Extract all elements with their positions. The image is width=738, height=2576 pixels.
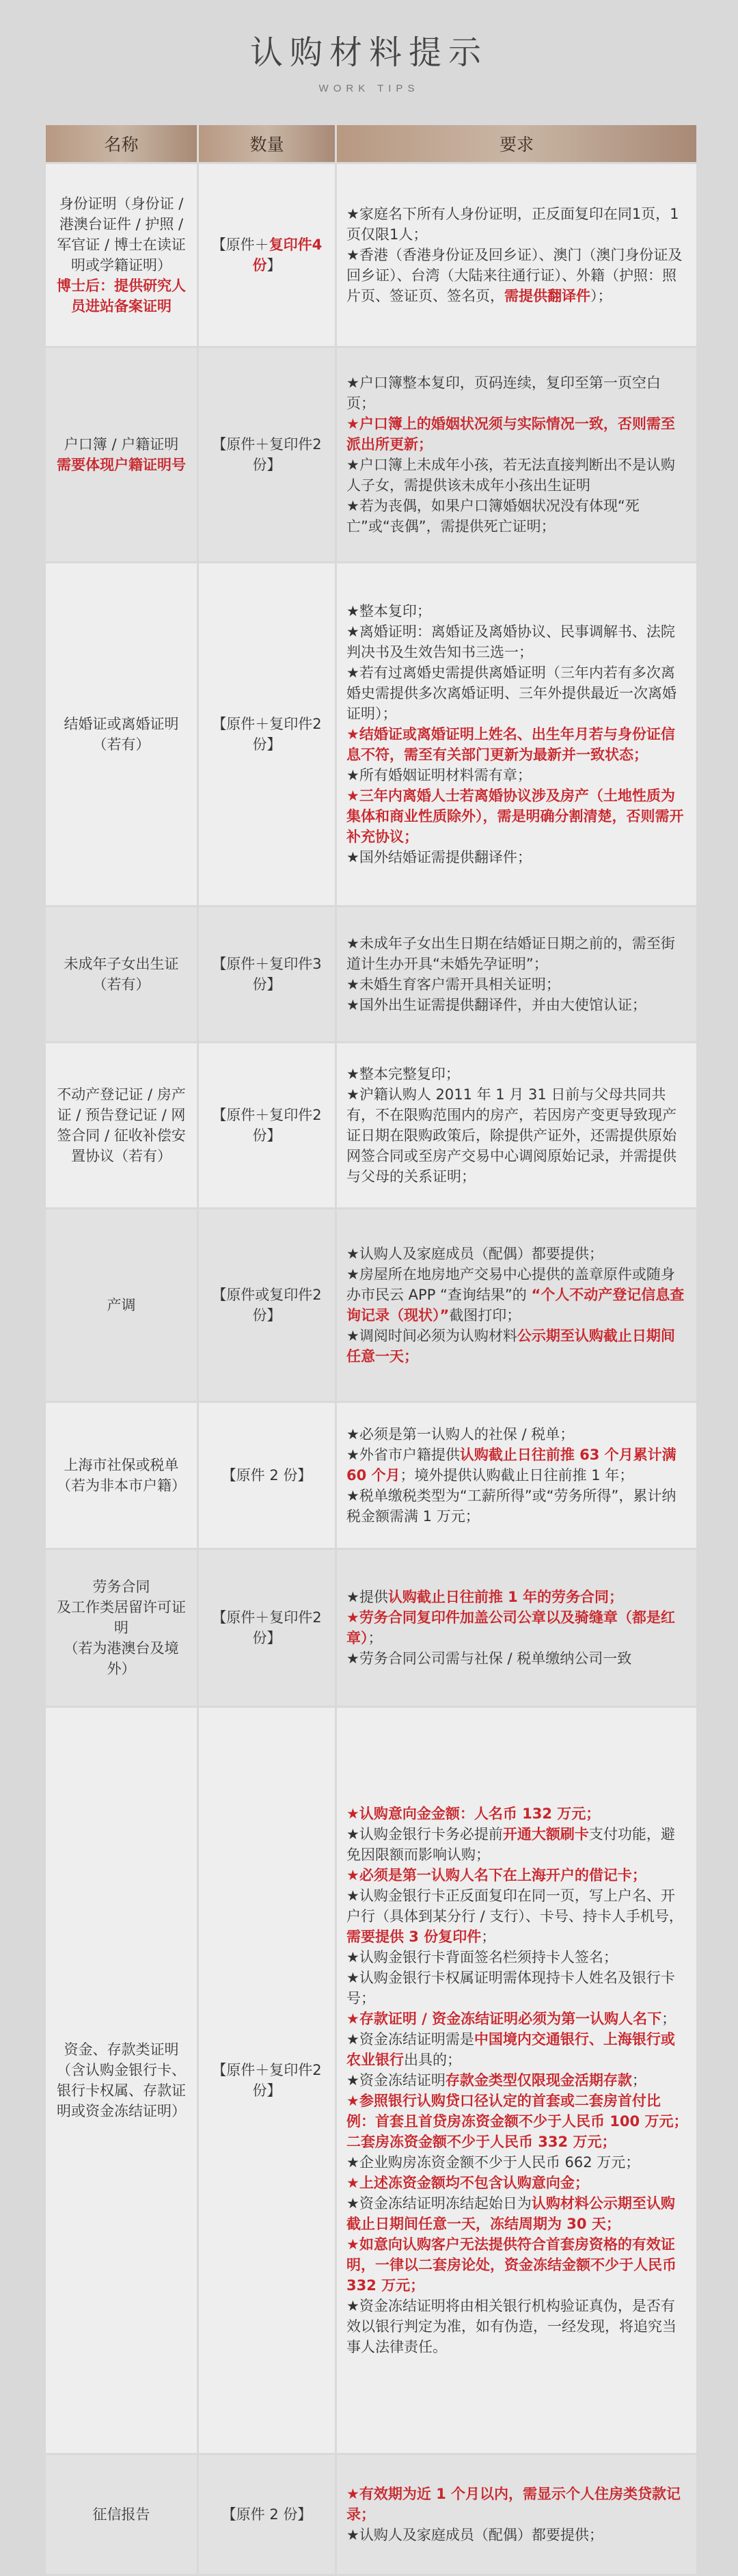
highlight-text: 复印件4份 (252, 237, 323, 273)
cell-quantity (199, 1209, 335, 1401)
requirement-item (346, 1968, 688, 2009)
requirement-item (346, 995, 688, 1015)
requirement-item (346, 2234, 688, 2296)
requirement-item (346, 373, 688, 414)
cell-name (46, 1043, 197, 1207)
highlight-text: ★户口簿上的婚姻状况须与实际情况一致，否则需至派出所更新； (346, 416, 675, 453)
page-subtitle: WORK TIPS (318, 83, 420, 94)
requirement-item (346, 1424, 688, 1445)
text-segment: ★未婚生育客户需开具相关证明； (346, 976, 560, 993)
highlight-text: ★结婚证或离婚证明上姓名、出生年月若与身份证信息不符，需至有关部门更新为最新并一致状态； (346, 726, 675, 763)
page-title: 认购材料提示 (249, 33, 488, 72)
highlight-text: 认购材料公示期至认购截止日期间任意一天，冻结周期为 30 天； (346, 2195, 675, 2232)
text-segment: ★提供 (346, 1589, 388, 1605)
highlight-text: 认购截止日往前推 1 年的劳务合同； (387, 1589, 624, 1605)
requirement-item (346, 455, 688, 496)
cell-quantity (199, 1550, 335, 1706)
text-segment: ★必须是第一认购人的社保 / 税单； (346, 1426, 575, 1443)
cell-requirements (337, 1708, 696, 2453)
table-row (46, 1550, 696, 1706)
cell-quantity (199, 164, 335, 346)
text-segment: ★企业购房冻资金额不少于人民币 662 万元； (346, 2154, 640, 2171)
requirement-item (346, 2296, 688, 2357)
requirement-item (346, 933, 688, 974)
text-segment: ； (368, 1630, 383, 1646)
name-line (54, 1084, 189, 1166)
requirement-item (346, 601, 688, 621)
name-line (54, 1455, 189, 1496)
requirement-item (346, 1803, 688, 1824)
text-segment: 【原件＋复印件2份】 (212, 1609, 322, 1646)
text-segment: ；境外提供认购截止日往前推 1 年； (400, 1467, 634, 1484)
text-segment: 上海市社保或税单（若为非本市户籍） (57, 1457, 186, 1494)
table-row (46, 1403, 696, 1548)
text-segment: ）； (590, 288, 612, 304)
highlight-text: ★上述冻资金额均不包含认购意向金； (346, 2175, 589, 2191)
table-row (46, 563, 696, 905)
name-line (54, 455, 189, 475)
text-segment: ★认购人及家庭成员（配偶）都要提供； (346, 1246, 603, 1262)
requirement-item (346, 2152, 688, 2173)
text-segment: ★资金冻结证明冻结起始日为 (346, 2195, 532, 2212)
highlight-text: 开通大额刷卡 (502, 1826, 589, 1842)
requirement-item (346, 765, 688, 786)
table-row (46, 1708, 696, 2453)
text-segment: ★国外结婚证需提供翻译件； (346, 849, 532, 866)
requirement-item (346, 1865, 688, 1886)
text-segment: ★税单缴税类型为“工薪所得”或“劳务所得”，累计纳税金额需满 1 万元； (346, 1488, 676, 1525)
highlight-text: 需提供翻译件 (504, 288, 590, 304)
requirement-item (346, 2193, 688, 2234)
text-segment: ★认购人及家庭成员（配偶）都要提供； (346, 2527, 603, 2543)
text-segment: ★家庭名下所有人身份证明，正反面复印在同1页，1页仅限1人； (346, 206, 679, 243)
cell-quantity (199, 348, 335, 561)
cell-name (46, 348, 197, 561)
text-segment: ★国外出生证需提供翻译件，并由大使馆认证； (346, 997, 646, 1013)
text-segment: 不动产登记证 / 房产证 / 预告登记证 / 网签合同 / 征收补偿安置协议（若有） (57, 1086, 186, 1164)
table-row (46, 1043, 696, 1207)
column-header-quantity: 数量 (199, 125, 335, 162)
text-segment: ★离婚证明：离婚证及离婚协议、民事调解书、法院判决书及生效告知书三选一； (346, 623, 675, 660)
text-segment: 【原件＋复印件2份】 (212, 436, 322, 473)
text-segment: ★调阅时间必须为认购材料 (346, 1328, 517, 1344)
requirement-item (346, 1587, 688, 1607)
cell-requirements (337, 2455, 696, 2574)
requirement-item (346, 662, 688, 724)
cell-quantity (199, 1403, 335, 1548)
requirement-item (346, 204, 688, 245)
requirement-item (346, 1486, 688, 1527)
name-line (54, 1577, 189, 1597)
requirement-item (346, 2029, 688, 2070)
cell-name (46, 1550, 197, 1706)
text-segment: ★若有过离婚史需提供离婚证明（三年内若有多次离婚史需提供多次离婚证明、三年外提供最近一次离婚证明）； (346, 665, 676, 722)
materials-table (44, 123, 698, 2576)
name-line (54, 1295, 189, 1315)
table-header-row (46, 125, 696, 162)
name-line (54, 954, 189, 995)
requirement-item (346, 1084, 688, 1187)
requirement-item (346, 2525, 688, 2545)
requirement-item (346, 2070, 688, 2091)
cell-quantity (199, 907, 335, 1041)
highlight-text: 需要体现户籍证明号 (57, 457, 186, 473)
cell-name (46, 164, 197, 346)
text-segment: （若为港澳台及境外） (64, 1640, 179, 1677)
cell-quantity (199, 563, 335, 905)
text-segment: ★整本复印； (346, 603, 431, 619)
name-line (54, 1597, 189, 1638)
highlight-text: ★劳务合同复印件加盖公司公章以及骑缝章（都是红章） (346, 1609, 675, 1646)
requirement-item (346, 786, 688, 847)
table-row (46, 348, 696, 561)
cell-requirements (337, 348, 696, 561)
highlight-text: 需要提供 3 份复印件 (346, 1929, 482, 1945)
text-segment: ★若为丧偶，如果户口簿婚姻状况没有体现“死亡”或“丧偶”，需提供死亡证明； (346, 498, 640, 535)
text-segment: 【原件 2 份】 (221, 1467, 312, 1484)
column-header-requirements: 要求 (337, 125, 696, 162)
text-segment: 及工作类居留许可证明 (57, 1599, 186, 1636)
text-segment: ★香港（香港身份证及回乡证）、澳门（澳门身份证及回乡证）、台湾（大陆来往通行证）、外籍（护照：照片页、签证页、签名页， (346, 247, 683, 304)
text-segment: 未成年子女出生证（若有） (64, 956, 179, 993)
text-segment: 出具的； (404, 2052, 461, 2068)
name-line (54, 2504, 189, 2525)
text-segment: ★整本完整复印； (346, 1066, 460, 1082)
name-line (54, 276, 189, 317)
text-segment: 】 (266, 257, 282, 273)
highlight-text: ★必须是第一认购人名下在上海开户的借记卡； (346, 1867, 646, 1883)
name-line (54, 714, 189, 755)
requirement-item (346, 1064, 688, 1084)
text-segment: ★资金冻结证明将由相关银行机构验证真伪，是否有效以银行判定为准，如有伪造，一经发现，将追究当事人法律责任。 (346, 2298, 676, 2355)
cell-requirements (337, 1550, 696, 1706)
table-row (46, 2455, 696, 2574)
table-row (46, 1209, 696, 1401)
text-segment: ★资金冻结证明 (346, 2072, 446, 2089)
highlight-text: ★认购意向金金额：人名币 132 万元； (346, 1806, 601, 1822)
text-segment: 【原件＋复印件3份】 (212, 956, 322, 993)
cell-requirements (337, 907, 696, 1041)
requirement-item (346, 2091, 688, 2152)
text-segment: 【原件或复印件2份】 (212, 1287, 322, 1324)
text-segment: ★认购金银行卡务必提前 (346, 1826, 503, 1842)
page-header (0, 0, 738, 126)
requirement-item (346, 414, 688, 455)
requirement-item (346, 1326, 688, 1367)
cell-requirements (337, 164, 696, 346)
name-line (54, 193, 189, 276)
text-segment: 结婚证或离婚证明（若有） (64, 716, 179, 753)
requirement-item (346, 847, 688, 868)
requirement-item (346, 1947, 688, 1968)
text-segment: ； (661, 2011, 676, 2027)
highlight-text: ★有效期为近 1 个月以内，需显示个人住房类贷款记录； (346, 2486, 681, 2523)
text-segment: 产调 (107, 1297, 136, 1313)
text-segment: ★劳务合同公司需与社保 / 税单缴纳公司一致 (346, 1650, 632, 1667)
requirement-item (346, 1824, 688, 1865)
requirement-item (346, 621, 688, 662)
requirement-item (346, 1607, 688, 1648)
requirement-item (346, 1264, 688, 1326)
requirement-item (346, 496, 688, 537)
highlight-text: 中国境内交通银行、上海银行或农业银行 (346, 2031, 675, 2068)
requirement-item (346, 1886, 688, 1947)
highlight-text: ★参照银行认购贷口径认定的首套或二套房首付比例：首套且首贷房冻资金额不少于人民币 100 万元；二套房冻资金额不少于人民币 332 万元； (346, 2093, 688, 2150)
highlight-text: “个人不动产登记信息查询记录（现状）” (346, 1287, 685, 1324)
highlight-text: 存款金类型仅限现金活期存款 (445, 2072, 632, 2089)
highlight-text: ★三年内离婚人士若离婚协议涉及房产（土地性质为集体和商业性质除外），需是明确分割清楚，否则需开补充协议； (346, 788, 684, 845)
highlight-text: ★如意向认购客户无法提供符合首套房资格的有效证明，一律以二套房论处，资金冻结金额不少于人民币 332 万元； (346, 2236, 676, 2294)
text-segment: 劳务合同 (92, 1579, 150, 1595)
highlight-text: ★存款证明 / 资金冻结证明必须为第一认购人名下 (346, 2011, 662, 2027)
cell-name (46, 1708, 197, 2453)
text-segment: 支付功能，避免因限额而影响认购； (346, 1826, 675, 1863)
requirement-item (346, 724, 688, 765)
text-segment: ★资金冻结证明需是 (346, 2031, 474, 2048)
requirement-item (346, 2009, 688, 2029)
name-line (54, 1638, 189, 1679)
text-segment: 【原件＋复印件2份】 (212, 2062, 322, 2099)
text-segment: ★房屋所在地房地产交易中心提供的盖章原件或随身办市民云 APP “查询结果”的 (346, 1266, 675, 1303)
text-segment: ★户口簿上未成年小孩，若无法直接判断出不是认购人子女，需提供该未成年小孩出生证明 (346, 457, 675, 494)
requirement-item (346, 1445, 688, 1486)
name-line (54, 434, 189, 455)
text-segment: 【原件 2 份】 (221, 2506, 312, 2523)
text-segment: 【原件＋ (211, 237, 269, 253)
text-segment: ； (481, 1929, 496, 1945)
text-segment: 户口簿 / 户籍证明 (64, 436, 179, 453)
cell-requirements (337, 1403, 696, 1548)
table-row (46, 907, 696, 1041)
text-segment: ； (631, 2072, 646, 2089)
cell-requirements (337, 1209, 696, 1401)
text-segment: ★未成年子女出生日期在结婚证日期之前的，需至街道计生办开具“未婚先孕证明”； (346, 935, 675, 972)
cell-quantity (199, 1043, 335, 1207)
cell-name (46, 563, 197, 905)
highlight-text: 认购截止日往前推 63 个月累计满 60 个月 (346, 1447, 676, 1484)
requirement-item (346, 2173, 688, 2193)
text-segment: 身份证明（身份证 / 港澳台证件 / 护照 / 军官证 / 博士在读证明或学籍证明） (57, 196, 186, 273)
requirement-item (346, 245, 688, 306)
text-segment: ★所有婚姻证明材料需有章； (346, 767, 532, 783)
cell-requirements (337, 1043, 696, 1207)
highlight-text: 博士后：提供研究人员进站备案证明 (57, 278, 186, 314)
cell-name (46, 1403, 197, 1548)
text-segment: 截图打印； (449, 1307, 521, 1324)
cell-name (46, 1209, 197, 1401)
text-segment: 【原件＋复印件2份】 (212, 1107, 322, 1144)
text-segment: 征信报告 (92, 2506, 150, 2523)
name-line (54, 2039, 189, 2121)
requirement-item (346, 1244, 688, 1264)
requirement-item (346, 2484, 688, 2525)
cell-name (46, 907, 197, 1041)
column-header-name: 名称 (46, 125, 197, 162)
text-segment: 【原件＋复印件2份】 (212, 716, 322, 753)
text-segment: ★认购金银行卡权属证明需体现持卡人姓名及银行卡号； (346, 1970, 675, 2007)
text-segment: ★户口簿整本复印，页码连续，复印至第一页空白页； (346, 375, 661, 412)
text-segment: 资金、存款类证明（含认购金银行卡、银行卡权属、存款证明或资金冻结证明） (57, 2041, 186, 2119)
cell-quantity (199, 2455, 335, 2574)
text-segment: ★沪籍认购人 2011 年 1 月 31 日前与父母共同共有，不在限购范围内的房产，若因房产变更导致现产证日期在限购政策后，除提供产证外，还需提供原始网签合同或至房产交易中心调阅原始记录，并需提供与父母的关系证明； (346, 1086, 676, 1185)
highlight-text: 公示期至认购截止日期间任意一天； (346, 1328, 675, 1365)
cell-name (46, 2455, 197, 2574)
requirement-item (346, 974, 688, 995)
requirement-item (346, 1648, 688, 1669)
text-segment: ★认购金银行卡正反面复印在同一页，写上户名、开户行（具体到某分行 / 支行）、卡号、持卡人手机号， (346, 1888, 683, 1924)
text-segment: ★外省市户籍提供 (346, 1447, 460, 1463)
text-segment: ★认购金银行卡背面签名栏须持卡人签名； (346, 1949, 618, 1965)
cell-requirements (337, 563, 696, 905)
table-row (46, 164, 696, 346)
cell-quantity (199, 1708, 335, 2453)
